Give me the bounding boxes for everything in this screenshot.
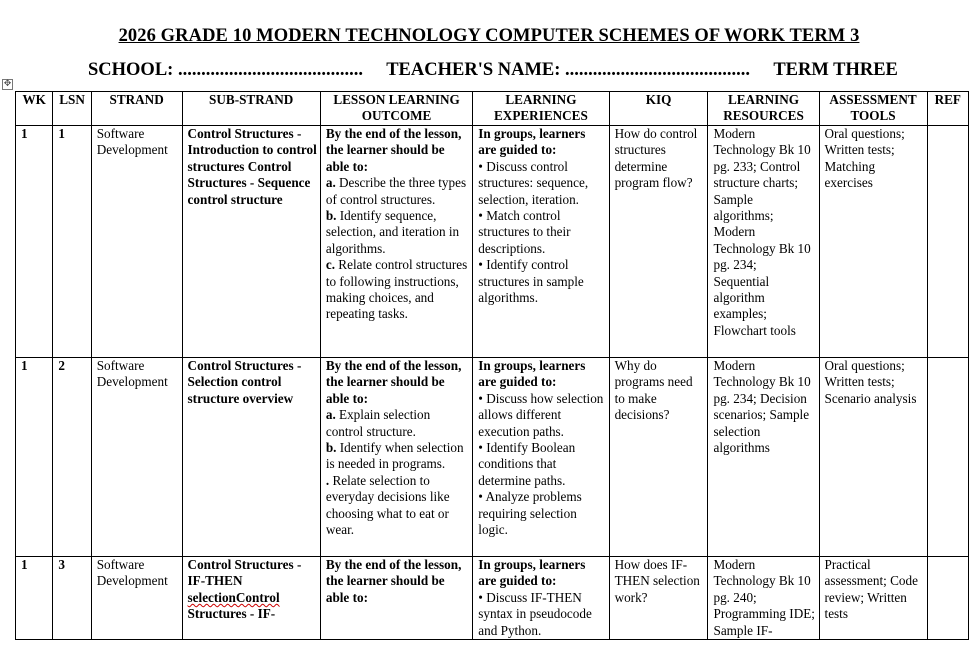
- outcome-item: Identify when selection is needed in programs.: [325, 440, 464, 472]
- cell-kiq[interactable]: How does IF-THEN selection work?: [609, 557, 708, 640]
- cell-assessment[interactable]: Practical assessment; Code review; Written tests: [819, 557, 927, 640]
- cell-experiences[interactable]: [473, 126, 609, 358]
- cell-lsn[interactable]: 2: [53, 358, 91, 557]
- cell-ref[interactable]: [927, 557, 968, 640]
- cell-substrand[interactable]: Control Structures - Selection control structure overview: [182, 358, 320, 557]
- cell-resources[interactable]: Modern Technology Bk 10 pg. 240; Programming IDE; Sample IF-: [708, 557, 819, 640]
- substrand-text: Structures - IF-: [187, 606, 276, 622]
- cell-kiq[interactable]: How do control structures determine program flow?: [609, 126, 708, 358]
- experiences-intro: In groups, learners are guided to:: [478, 358, 586, 390]
- experience-item: • Discuss IF-THEN syntax in pseudocode and Python.: [478, 589, 592, 638]
- cell-strand[interactable]: Software Development: [91, 358, 182, 557]
- outcome-item: Relate control structures to following instructions, making choices, and repeating tasks.: [325, 257, 468, 322]
- table-row: [16, 126, 969, 358]
- cell-kiq[interactable]: Why do programs need to make decisions?: [609, 358, 708, 557]
- teacher-name-field: TEACHER'S NAME: ........................................: [386, 60, 751, 80]
- cell-experiences[interactable]: [473, 358, 609, 557]
- header-learning-experiences: LEARNING EXPERIENCES: [473, 92, 609, 126]
- header-learning-resources: LEARNING RESOURCES: [708, 92, 819, 126]
- experience-item: • Match control structures to their descriptions.: [478, 208, 571, 256]
- header-lesson-outcome: LESSON LEARNING OUTCOME: [320, 92, 472, 126]
- outcome-item: Describe the three types of control structures.: [325, 175, 467, 207]
- header-wk: WK: [16, 92, 53, 126]
- cell-lsn[interactable]: 1: [53, 126, 91, 358]
- table-move-handle-icon[interactable]: ✥: [3, 79, 12, 89]
- outcome-marker: a.: [325, 175, 336, 191]
- cell-strand[interactable]: Software Development: [91, 557, 182, 640]
- experience-item: • Discuss control structures: sequence, selection, iteration.: [478, 158, 589, 207]
- cell-resources[interactable]: Modern Technology Bk 10 pg. 234; Decision scenarios; Sample selection algorithms: [708, 358, 819, 557]
- table-row: [16, 557, 969, 640]
- cell-outcome[interactable]: By the end of the lesson, the learner should be able to:: [320, 557, 472, 640]
- experience-item: • Analyze problems requiring selection logic.: [478, 489, 582, 538]
- outcome-item: Relate selection to everyday decisions like choosing what to eat or wear.: [325, 472, 450, 538]
- cell-assessment[interactable]: Oral questions; Written tests; Matching exercises: [819, 126, 927, 358]
- cell-substrand[interactable]: [182, 557, 320, 640]
- spelling-flag: selectionControl: [187, 589, 280, 605]
- experiences-intro: In groups, learners are guided to:: [478, 557, 586, 589]
- experience-item: • Identify control structures in sample algorithms.: [478, 257, 584, 306]
- header-strand: STRAND: [91, 92, 182, 126]
- outcome-intro: By the end of the lesson, the learner should be able to:: [325, 358, 462, 406]
- experience-item: • Identify Boolean conditions that determine paths.: [478, 440, 576, 488]
- school-field: SCHOOL: ........................................: [88, 60, 363, 80]
- table-header-row: [16, 92, 969, 126]
- cell-strand[interactable]: Software Development: [91, 126, 182, 358]
- cell-wk[interactable]: 1: [16, 358, 53, 557]
- experience-item: • Discuss how selection allows different execution paths.: [478, 390, 604, 439]
- substrand-text: Control Structures - IF-THEN: [187, 557, 302, 589]
- cell-outcome[interactable]: [320, 358, 472, 557]
- outcome-item: Identify sequence, selection, and iteration in algorithms.: [325, 208, 460, 256]
- document-title: 2026 GRADE 10 MODERN TECHNOLOGY COMPUTER SCHEMES OF WORK TERM 3: [118, 26, 860, 46]
- cell-substrand[interactable]: Control Structures - Introduction to control structures Control Structures - Sequence control structure: [182, 126, 320, 358]
- document-header-line: [88, 60, 918, 81]
- cell-experiences[interactable]: [473, 557, 609, 640]
- cell-lsn[interactable]: 3: [53, 557, 91, 640]
- header-ref: REF: [927, 92, 968, 126]
- outcome-item: Explain selection control structure.: [325, 407, 431, 439]
- cell-ref[interactable]: [927, 126, 968, 358]
- experiences-intro: In groups, learners are guided to:: [478, 126, 586, 158]
- header-sub-strand: SUB-STRAND: [182, 92, 320, 126]
- cell-wk[interactable]: 1: [16, 126, 53, 358]
- outcome-marker: .: [325, 472, 330, 488]
- outcome-marker: a.: [325, 407, 336, 423]
- header-lsn: LSN: [53, 92, 91, 126]
- outcome-marker: c.: [325, 257, 335, 273]
- header-kiq: KIQ: [609, 92, 708, 126]
- header-assessment-tools: ASSESSMENT TOOLS: [819, 92, 927, 126]
- term-label: TERM THREE: [773, 60, 898, 80]
- cell-ref[interactable]: [927, 358, 968, 557]
- cell-resources[interactable]: Modern Technology Bk 10 pg. 233; Control structure charts; Sample algorithms; Modern Technology Bk 10 pg. 234; Sequential algorithm examples; Flowchart tools: [708, 126, 819, 358]
- cell-wk[interactable]: 1: [16, 557, 53, 640]
- outcome-marker: b.: [325, 208, 337, 224]
- schemes-table: [15, 91, 969, 640]
- cell-outcome[interactable]: [320, 126, 472, 358]
- outcome-marker: b.: [325, 440, 337, 456]
- outcome-intro: By the end of the lesson, the learner should be able to:: [325, 126, 462, 174]
- cell-assessment[interactable]: Oral questions; Written tests; Scenario analysis: [819, 358, 927, 557]
- table-row: [16, 358, 969, 557]
